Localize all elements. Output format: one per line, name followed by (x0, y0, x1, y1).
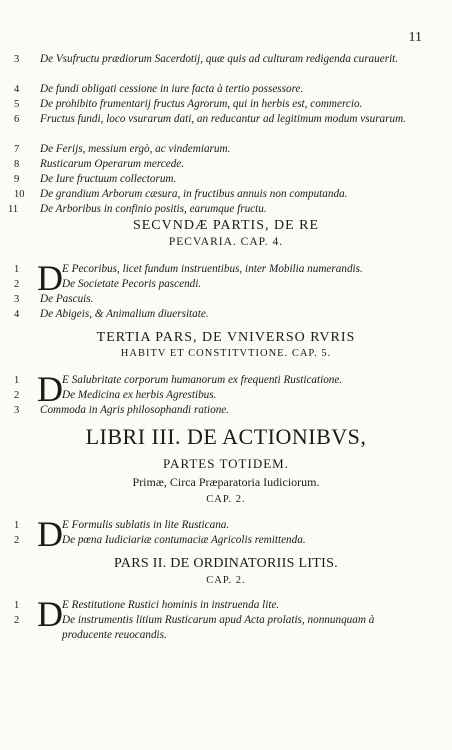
item-number: 1 (14, 375, 20, 386)
chapter-list-2 (0, 258, 452, 322)
part-one-title: Primæ, Circa Præparatoria Iudiciorum. (132, 475, 320, 489)
list-item (0, 613, 452, 643)
list-item (0, 373, 452, 388)
list-item (0, 202, 452, 217)
item-number: 2 (14, 390, 20, 401)
item-text: De Vsufructu prædiorum Sacerdotij, quæ quis ad culturam redigenda curauerit. (40, 53, 399, 65)
item-number: 2 (14, 615, 20, 626)
list-item (0, 277, 452, 292)
item-text: E Pecoribus, licet fundum instruentibus, inter Mobilia numerandis. (62, 263, 363, 275)
item-text: Commoda in Agris philosophandi ratione. (40, 404, 230, 416)
list-item (0, 52, 452, 82)
item-number: 8 (14, 159, 20, 170)
list-item (0, 262, 452, 277)
item-text: De Iure fructuum collectorum. (40, 173, 177, 185)
chapter-list-5 (0, 594, 452, 643)
list-item (0, 97, 452, 112)
item-number: 1 (14, 520, 20, 531)
item-text: De Abigeis, & Animalium diuersitate. (40, 308, 209, 320)
item-text: De fundi obligati cessione in iure facta à tertio possessore. (40, 83, 304, 95)
chapter-list-1 (0, 52, 452, 217)
list-item (0, 112, 452, 142)
item-number: 1 (14, 600, 20, 611)
chapter-list-3 (0, 369, 452, 418)
part-one-cap: CAP. 2. (206, 494, 246, 505)
item-text: De Societate Pecoris pascendi. (62, 278, 202, 290)
item-number: 11 (8, 204, 19, 215)
item-number: 7 (14, 144, 20, 155)
list-item (0, 82, 452, 97)
item-text: Fructus fundi, loco vsurarum dati, an reducantur ad legitimum modum vsurarum. (40, 113, 406, 125)
drop-cap-letter: D (37, 514, 63, 554)
list-item (0, 388, 452, 403)
item-text: De instrumentis litium Rusticarum apud Acta prolatis, nonnunquam à producente reuocandis. (62, 614, 375, 641)
item-text: De Medicina ex herbis Agrestibus. (62, 389, 217, 401)
item-text: De Ferijs, messium ergò, ac vindemiarum. (40, 143, 231, 155)
item-text: E Restitutione Rustici hominis in instruenda lite. (62, 599, 280, 611)
item-number: 5 (14, 99, 20, 110)
chapter-list-4 (0, 518, 452, 548)
list-item (0, 598, 452, 613)
section-heading-3: TERTIA PARS, DE VNIVERSO RVRIS (96, 330, 356, 345)
item-number: 3 (14, 405, 20, 416)
item-text: E Salubritate corporum humanorum ex frequenti Rusticatione. (62, 374, 343, 386)
item-text: De Arboribus in confinio positis, earumque fructu. (40, 203, 267, 215)
item-text: De pœna Iudiciariæ contumaciæ Agricolis remittenda. (62, 534, 306, 546)
item-text: E Formulis sublatis in lite Rusticana. (62, 519, 230, 531)
list-item (0, 157, 452, 172)
item-number: 4 (14, 84, 20, 95)
list-item (0, 292, 452, 307)
item-number: 9 (14, 174, 20, 185)
list-item (0, 187, 452, 202)
item-number: 1 (14, 264, 20, 275)
list-item (0, 172, 452, 187)
drop-cap-letter: D (37, 258, 63, 298)
item-text: De prohibito frumentarij fructus Agrorum, qui in herbis est, commercio. (40, 98, 363, 110)
list-item (0, 518, 452, 533)
item-number: 2 (14, 535, 20, 546)
item-text: De Pascuis. (40, 293, 94, 305)
list-item (0, 307, 452, 322)
section-heading-2: SECVNDÆ PARTIS, DE RE (132, 218, 320, 233)
list-item (0, 403, 452, 418)
page-number: 11 (408, 30, 422, 45)
list-item (0, 142, 452, 157)
section-heading-2-line2: PECVARIA. CAP. 4. (168, 236, 284, 248)
item-number: 3 (14, 294, 20, 305)
drop-cap-letter: D (37, 594, 63, 634)
item-number: 4 (14, 309, 20, 320)
item-number: 3 (14, 54, 20, 65)
list-item (0, 533, 452, 548)
section-heading-3-line2: HABITV ET CONSTITVTIONE. CAP. 5. (120, 348, 332, 359)
part-two-cap: CAP. 2. (206, 575, 246, 586)
item-text: De grandium Arborum cæsura, in fructibus annuis non computanda. (40, 188, 348, 200)
item-number: 10 (14, 189, 25, 200)
item-number: 6 (14, 114, 20, 125)
item-number: 2 (14, 279, 20, 290)
drop-cap-letter: D (37, 369, 63, 409)
book-subtitle: PARTES TOTIDEM. (163, 456, 289, 471)
item-text: Rusticarum Operarum mercede. (40, 158, 185, 170)
book-title: LIBRI III. DE ACTIONIBVS, (85, 424, 367, 449)
part-two-title: PARS II. DE ORDINATORIIS LITIS. (114, 556, 338, 571)
